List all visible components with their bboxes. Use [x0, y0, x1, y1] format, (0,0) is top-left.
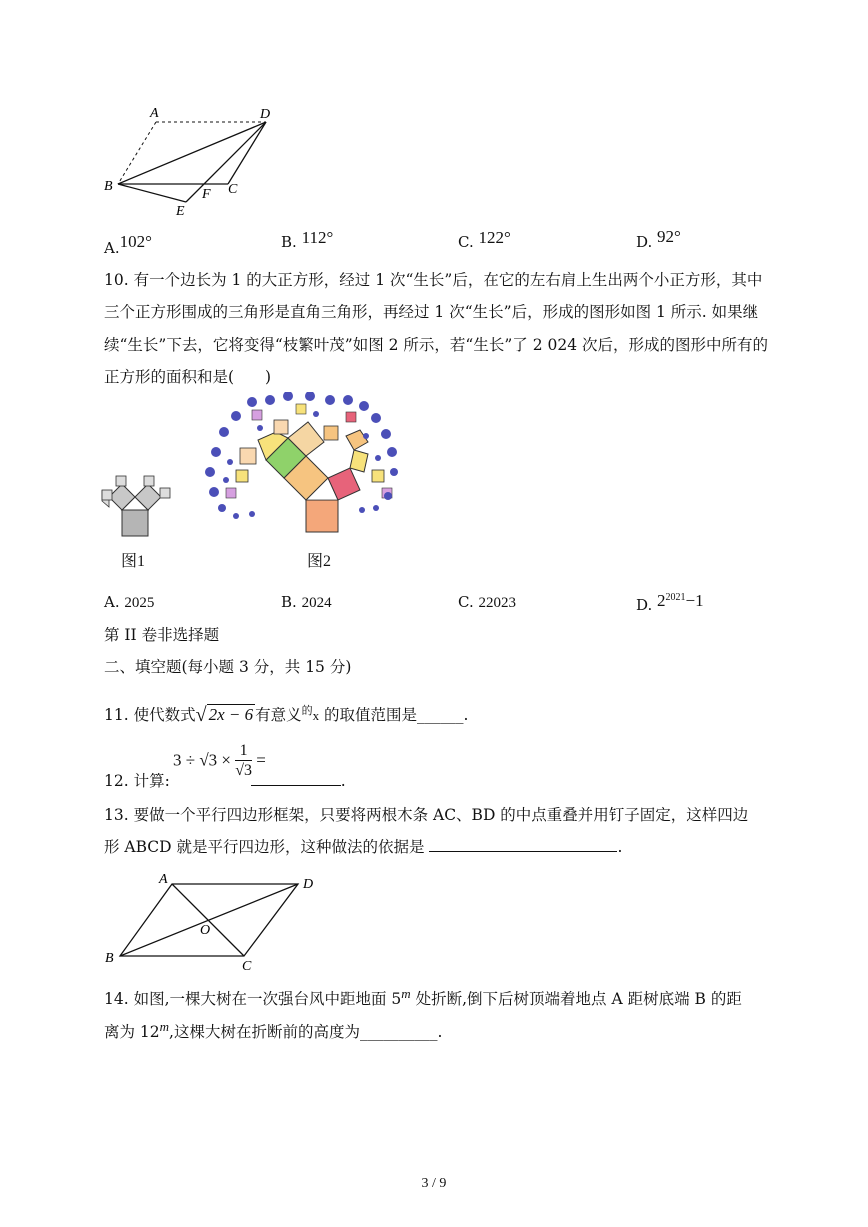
q9-option-b [281, 228, 334, 252]
option-base: 2 [657, 591, 666, 610]
option-exponent: 2021 [665, 592, 686, 603]
q13-parallelogram-figure [100, 868, 325, 972]
pythagoras-tree-figure-1 [98, 470, 180, 542]
q9-label-f: F [202, 187, 211, 202]
q11-sqrt: √ 2x − 6 [195, 704, 254, 727]
q12-label: 12. 计算: [104, 772, 170, 790]
page-number: 3 / 9 [421, 1176, 447, 1191]
q10-line-2: 三个正方形围成的三角形是直角三角形，再经过 1 次“生长”后，形成的图形如图 1 所示. 如果继 [104, 303, 759, 321]
part-title: 第 II 卷非选择题 [104, 626, 220, 644]
q12-end: . [340, 772, 346, 790]
q10-option-a [104, 592, 154, 613]
q11 [104, 701, 468, 726]
q14-text-c: 离为 12 [104, 1023, 160, 1042]
q14-line-1 [104, 984, 742, 1009]
q9-option-c [458, 228, 511, 252]
q10-line-3: 续“生长”下去，它将变得“枝繁叶茂”如图 2 所示，若“生长”了 2 024 次后，形成的图形中所有的 [104, 336, 768, 354]
q13-end: . [617, 838, 623, 856]
q11-radicand: 2x − 6 [208, 705, 254, 725]
fill-in-section-title: 二、填空题(每小题 3 分，共 15 分) [104, 658, 352, 676]
q12 [104, 771, 346, 791]
q13-label-b: B [105, 951, 114, 966]
q13-line-1: 13. 要做一个平行四边形框架，只要将两根木条 AC、BD 的中点重叠并用钉子固定，这样四边 [104, 806, 749, 824]
q13-text: 形 ABCD 就是平行四边形，这种做法的依据是 [104, 838, 425, 856]
q11-middle: 有意义 [255, 706, 302, 725]
option-letter: B. [281, 233, 297, 251]
figure-2-caption: 图2 [307, 553, 332, 570]
q14-unit: m [401, 986, 411, 1001]
option-letter: B. [281, 593, 297, 611]
q10-line-1: 10. 有一个边长为 1 的大正方形，经过 1 次“生长”后，在它的左右肩上生出两个小正方形，其中 [104, 271, 763, 289]
option-letter: A. [104, 239, 120, 257]
q9-label-c: C [228, 182, 238, 197]
option-letter: C. [458, 233, 474, 251]
option-value: 92° [657, 227, 681, 246]
q13-label-d: D [303, 877, 314, 892]
pythagoras-tree-figure-2 [196, 392, 401, 540]
q10-line-4: 正方形的面积和是( ) [104, 368, 272, 386]
option-letter: C. [458, 593, 474, 611]
q11-prefix: 11. 使代数式 [104, 706, 196, 725]
q12-denominator: √3 [235, 762, 253, 779]
q12-expr-left: 3 ÷ √3 × [173, 750, 231, 770]
option-letter: A. [104, 593, 120, 611]
q12-answer-blank [251, 771, 341, 786]
q14-unit: m [159, 1019, 170, 1034]
q12-equals: = [256, 750, 266, 770]
q13-label-o: O [200, 923, 211, 938]
q9-figure [100, 100, 285, 222]
option-value: 102° [119, 232, 152, 251]
q9-option-a [104, 232, 152, 258]
q9-label-a: A [150, 106, 159, 121]
q9-label-b: B [104, 179, 113, 194]
q13-line-2 [104, 837, 622, 857]
q9-label-d: D [260, 107, 271, 122]
option-value: 22023 [478, 595, 516, 611]
q11-small-text: 的 [301, 704, 313, 717]
q12-numerator: 1 [235, 742, 252, 761]
q14-text-b: 处折断,倒下后树顶端着地点 A 距树底端 B 的距 [410, 990, 742, 1009]
option-letter: D. [636, 233, 653, 251]
option-value: 2025 [124, 595, 155, 611]
q14-text-a: 14. 如图,一棵大树在一次强台风中距地面 5 [104, 990, 402, 1009]
q13-label-a: A [159, 872, 168, 887]
q9-option-d [636, 227, 681, 252]
q11-suffix: 的取值范围是______. [319, 706, 469, 725]
q13-label-c: C [242, 959, 252, 972]
q13-answer-blank [429, 837, 617, 852]
option-value: 2024 [301, 595, 332, 611]
q14-text-d: ,这棵大树在折断前的高度为__________. [169, 1023, 443, 1042]
option-value: 122° [478, 228, 511, 247]
option-value: 112° [301, 228, 334, 247]
figure-1-caption: 图1 [121, 553, 146, 570]
q10-option-c [458, 592, 516, 613]
option-rest: −1 [685, 591, 704, 610]
q11-variable: x [312, 708, 320, 724]
q10-option-b [281, 592, 332, 613]
q10-option-d [636, 592, 704, 615]
option-letter: D. [636, 596, 653, 614]
q14-line-2 [104, 1017, 442, 1042]
q9-label-e: E [176, 204, 185, 219]
